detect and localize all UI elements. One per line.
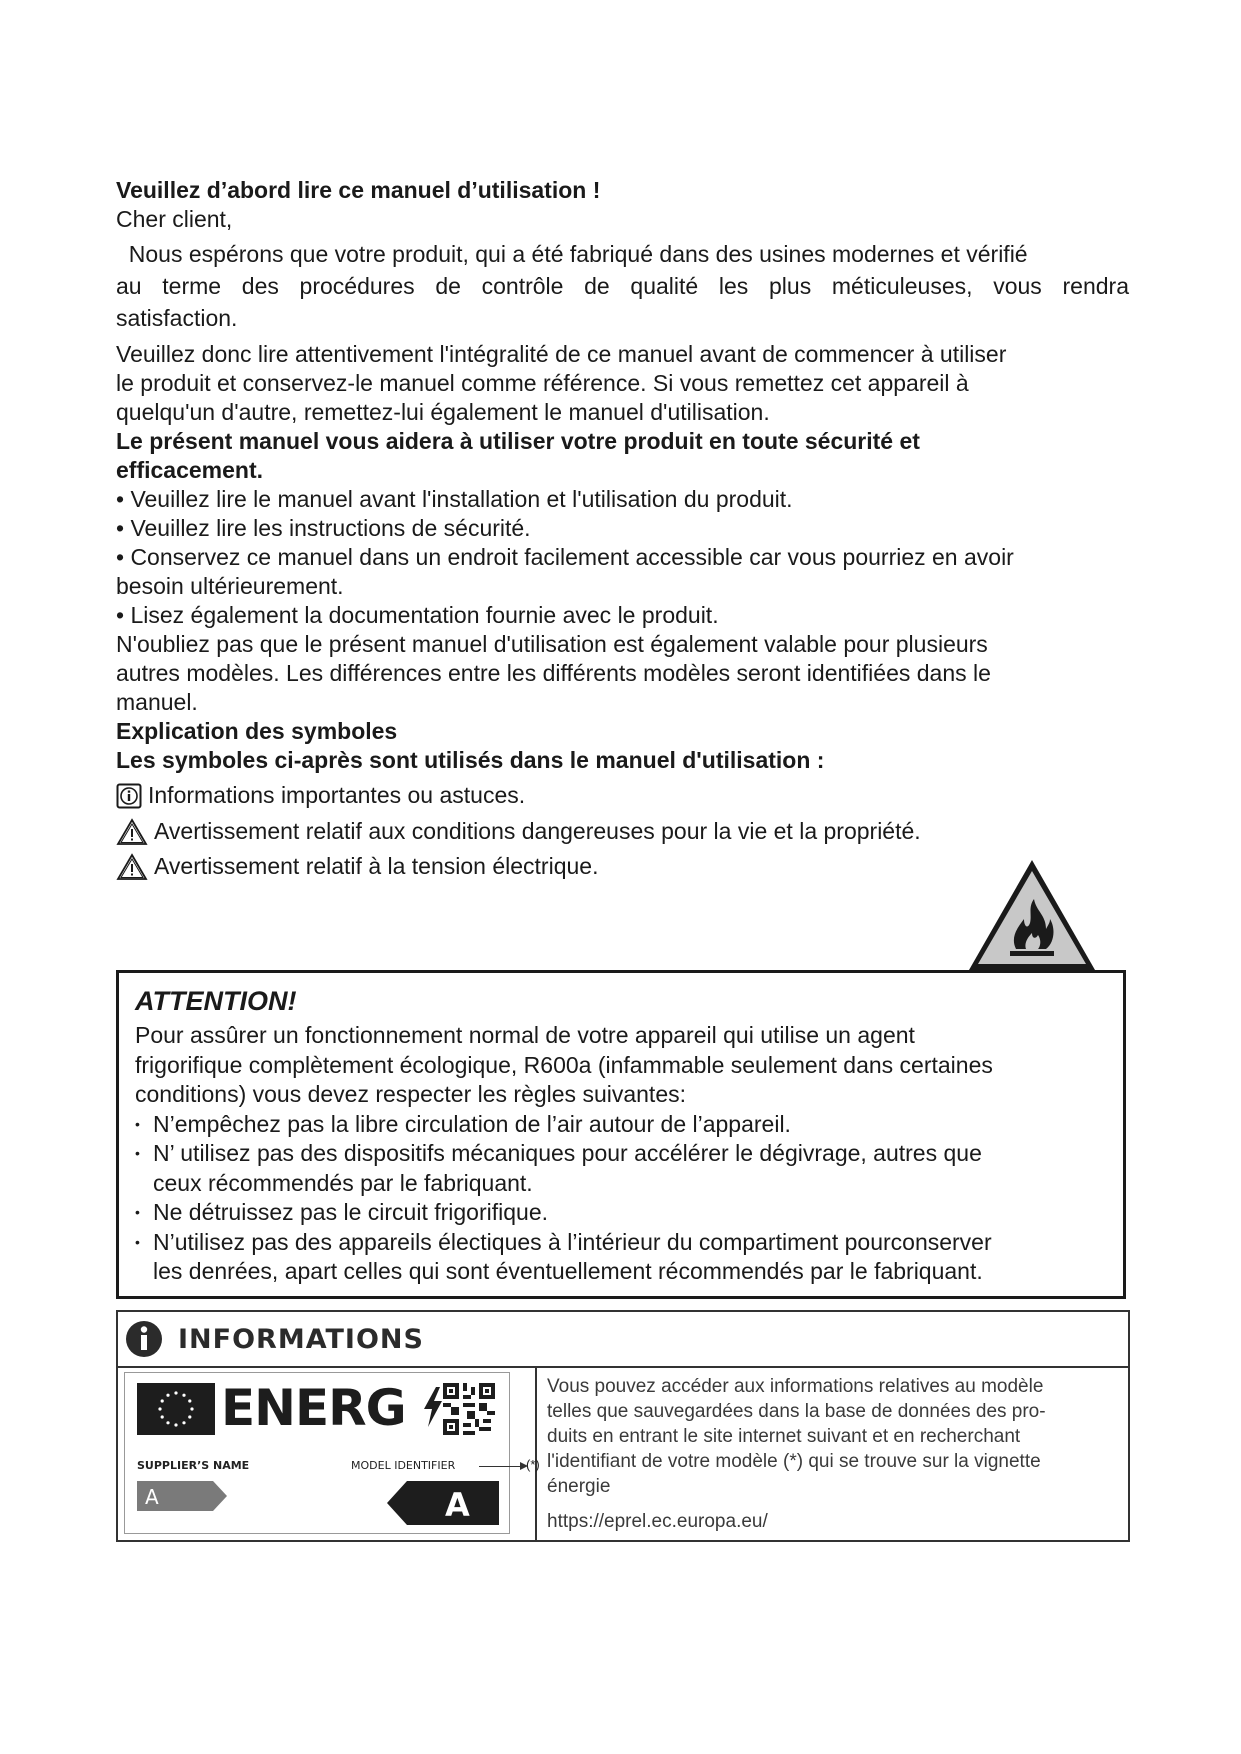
information-line: telles que sauvegardées dans la base de données des pro-: [547, 1401, 1046, 1422]
attention-box: [116, 970, 1126, 1299]
symbols-subheading: Les symboles ci-après sont utilisés dans le manuel d'utilisation :: [116, 747, 825, 773]
bold-note-line: efficacement.: [116, 457, 264, 483]
paragraph-line: le produit et conservez-le manuel comme référence. Si vous remettez cet appareil à: [116, 370, 969, 396]
information-line: l'identifiant de votre modèle (*) qui se trouve sur la vignette: [547, 1451, 1041, 1472]
list-item: • Lisez également la documentation fournie avec le produit.: [116, 602, 719, 628]
attention-bullet-continuation: les denrées, apart celles qui sont éventuellement récommendés par le fabriquant.: [153, 1258, 983, 1284]
symbol-text: Avertissement relatif aux conditions dangereuses pour la vie et la propriété.: [154, 818, 921, 844]
attention-bullet-continuation: ceux récommendés par le fabriquant.: [153, 1169, 533, 1196]
information-header: [118, 1312, 1128, 1368]
information-body: [118, 1368, 1128, 1542]
attention-line: conditions) vous devez respecter les règles suivantes:: [135, 1081, 687, 1107]
warning-icon: [116, 853, 148, 881]
paragraph-line: au terme des procédures de contrôle de qualité les plus méticuleuses, vous rendra: [116, 273, 1129, 299]
information-line: duits en entrant le site internet suivant et en recherchant: [547, 1426, 1021, 1447]
attention-bullet: • N’empêchez pas la libre circulation de l’air autour de l’appareil.: [135, 1110, 791, 1137]
attention-bullet-text: N’utilisez pas des appareils électiques à l’intérieur du compartiment pourconserver: [153, 1228, 992, 1255]
info-icon: [116, 783, 142, 809]
bold-note-line: Le présent manuel vous aidera à utiliser votre produit en toute sécurité et: [116, 428, 920, 454]
qr-code-icon: [443, 1383, 495, 1435]
intro-paragraph-1: [116, 238, 1129, 334]
information-line: Vous pouvez accéder aux informations relatives au modèle: [547, 1376, 1044, 1397]
attention-bullet: • Ne détruissez pas le circuit frigorifique.: [135, 1199, 548, 1225]
list-item: besoin ultérieurement.: [116, 573, 344, 599]
intro-section: [116, 176, 1129, 881]
attention-bullet-text: N’ utilisez pas des dispositifs mécaniques pour accélérer le dégivrage, autres que: [153, 1140, 982, 1166]
info-icon: [124, 1319, 164, 1359]
attention-bullet-text: N’empêchez pas la libre circulation de l’air autour de l’appareil.: [153, 1110, 791, 1137]
model-identifier: MODEL IDENTIFIER: [351, 1459, 456, 1472]
eu-flag-icon: [137, 1383, 215, 1435]
energy-class-small-badge: [137, 1481, 227, 1511]
lightning-icon: [422, 1387, 444, 1427]
reference-mark: (*): [526, 1457, 540, 1472]
symbol-item-info: [116, 781, 1129, 810]
symbol-text: Informations importantes ou astuces.: [148, 782, 526, 808]
paragraph-line: quelqu'un d'autre, remettez-lui également le manuel d'utilisation.: [116, 399, 770, 425]
paragraph-line: autres modèles. Les différences entre les différents modèles seront identifiées dans le: [116, 660, 991, 686]
list-item: • Conservez ce manuel dans un endroit facilement accessible car vous pourriez en avoir: [116, 544, 1014, 570]
bold-note: [116, 427, 1129, 485]
energy-class-small-text: A: [145, 1485, 159, 1509]
flammable-warning-icon: [966, 857, 1098, 973]
information-text: [537, 1368, 1128, 1542]
eprel-url: https://eprel.ec.europa.eu/: [547, 1511, 768, 1532]
attention-bullet: • N’utilisez pas des appareils électiques à l’intérieur du compartiment pourconserver: [135, 1228, 992, 1255]
symbol-text: Avertissement relatif à la tension électrique.: [154, 853, 599, 879]
paragraph-line: satisfaction.: [116, 305, 238, 331]
arrow-line: [479, 1466, 521, 1467]
attention-bullet: • N’ utilisez pas des dispositifs mécaniques pour accélérer le dégivrage, autres que: [135, 1140, 982, 1166]
symbols-heading: Explication des symboles: [116, 718, 398, 744]
paragraph-line: manuel.: [116, 689, 198, 715]
energy-label-frame: [124, 1372, 540, 1534]
list-item: • Veuillez lire les instructions de sécurité.: [116, 515, 531, 541]
paragraph-line: N'oubliez pas que le présent manuel d'utilisation est également valable pour plusieurs: [116, 631, 988, 657]
bullet-list: [116, 485, 1129, 630]
warning-icon: [116, 818, 148, 846]
information-title: INFORMATIONS: [178, 1323, 424, 1355]
attention-title: ATTENTION!: [135, 986, 297, 1016]
information-panel: [116, 1310, 1130, 1542]
energy-class-big-text: A: [445, 1486, 470, 1524]
energy-label-brand: [221, 1377, 444, 1439]
energy-label-brand-text: ENERG: [221, 1379, 406, 1437]
attention-line: Pour assûrer un fonctionnement normal de votre appareil qui utilise un agent: [135, 1022, 915, 1048]
paragraph-line: Nous espérons que votre produit, qui a été fabriqué dans des usines modernes et vérifié: [116, 241, 1028, 267]
symbol-item-danger: [116, 817, 1129, 846]
greeting: Cher client,: [116, 206, 233, 232]
intro-paragraph-3: [116, 630, 1129, 717]
paragraph-line: Veuillez donc lire attentivement l'intégralité de ce manuel avant de commencer à utiliser: [116, 341, 1007, 367]
energy-label-sample: [118, 1368, 540, 1542]
attention-line: frigorifique complètement écologique, R600a (infammable seulement dans certaines: [135, 1051, 993, 1078]
manual-title: Veuillez d’abord lire ce manuel d’utilisation !: [116, 177, 601, 203]
supplier-name: SUPPLIER’S NAME: [137, 1459, 250, 1472]
list-item: • Veuillez lire le manuel avant l'installation et l'utilisation du produit.: [116, 486, 793, 512]
energy-class-big-badge: [387, 1481, 499, 1525]
information-line: énergie: [547, 1476, 611, 1497]
intro-paragraph-2: [116, 340, 1129, 427]
attention-bullet-text: Ne détruissez pas le circuit frigorifique.: [153, 1199, 548, 1225]
